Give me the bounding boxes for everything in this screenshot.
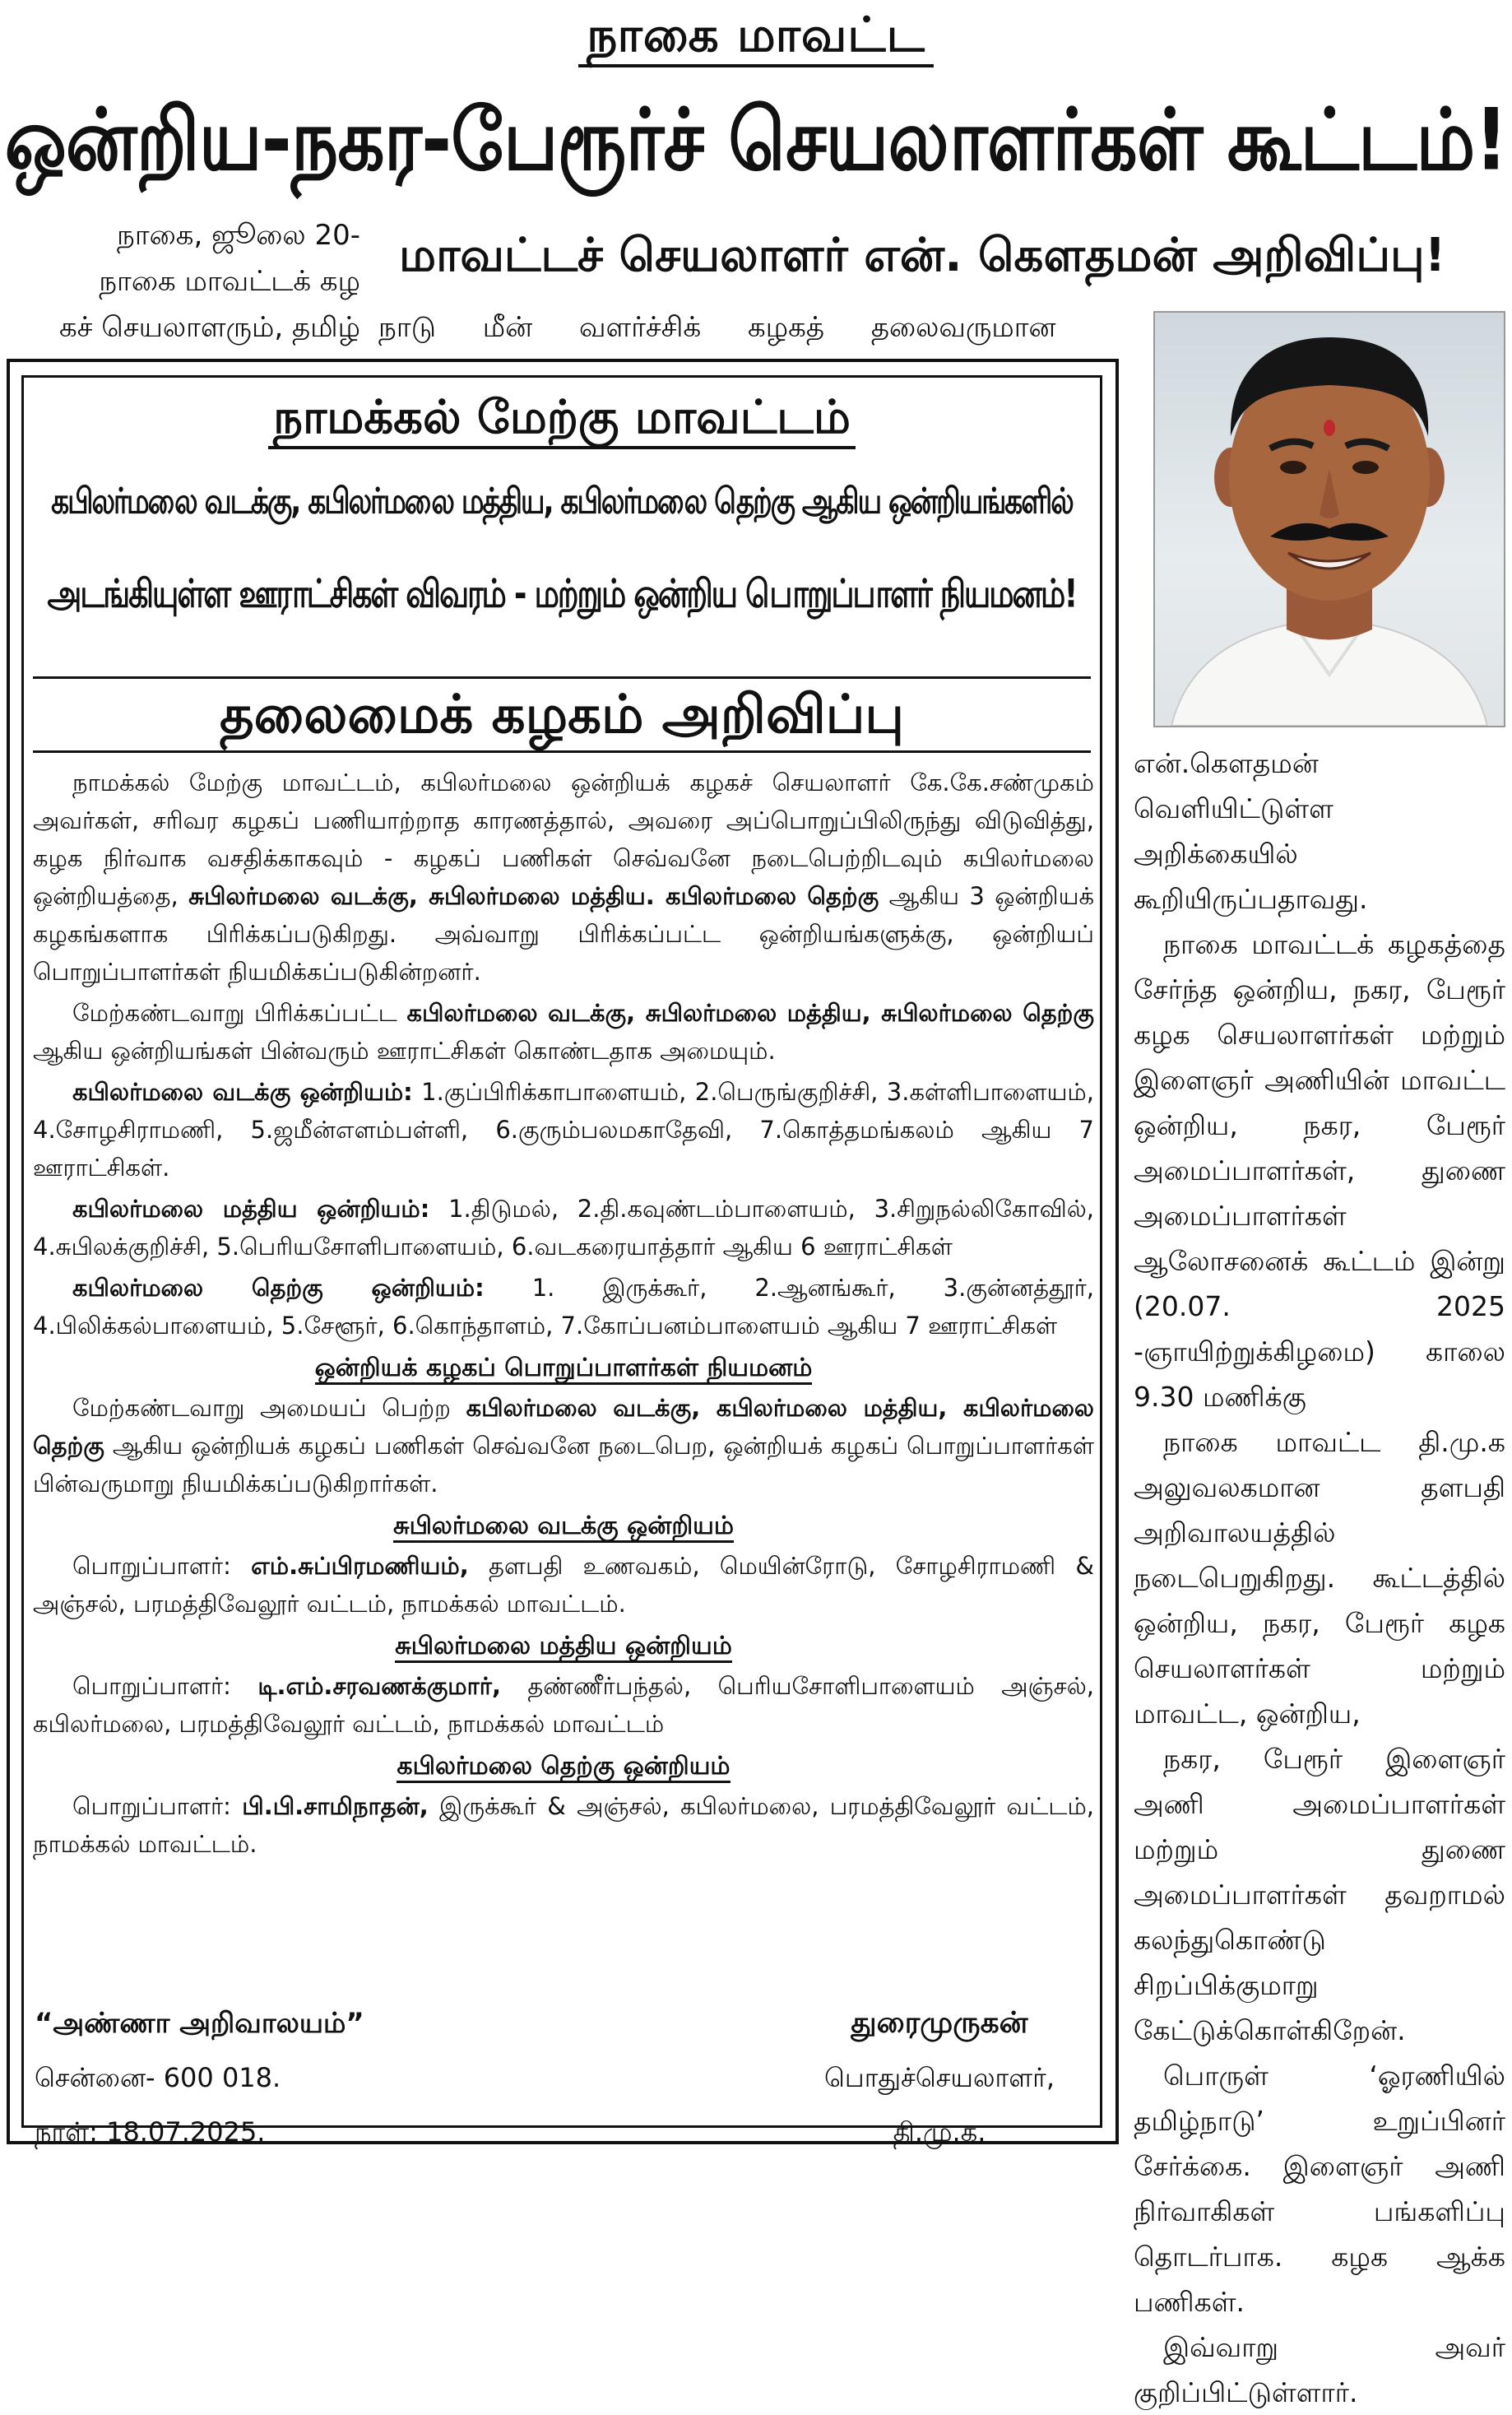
article-column <box>1134 741 1505 2415</box>
signatory-party: தி.மு.க. <box>893 2116 986 2148</box>
text: 1. இருக்கூர், 2.ஆனங்கூர், 3.குன்னத்தூர், 4.பிலிக்கல்பாளையம், 5.சேளூர், 6.கொந்தாளம், 7.கோப்பனம்பாளையம் ஆகிய 7 ஊராட்சிகள் <box>33 1274 1094 1340</box>
section-heading-text: சுபிலர்மலை வடக்கு ஒன்றியம் <box>393 1512 734 1543</box>
paragraph: நாகை மாவட்ட தி.மு.க அலுவலகமான தளபதி அறிவாலயத்தில் நடைபெறுகிறது. கூட்டத்தில் ஒன்றிய, நகர, பேரூர் கழக செயலாளர்கள் மற்றும் மாவட்ட, ஒன்றிய, <box>1134 1426 1505 1730</box>
text: மேற்கண்டவாறு அமையப் பெற்ற <box>72 1394 451 1422</box>
paragraph <box>33 1269 1094 1345</box>
dateline <box>7 212 360 351</box>
signatory-title: பொதுச்செயலாளர், <box>823 2062 1055 2093</box>
notice-body <box>33 764 1094 1866</box>
text: ஆகிய ஒன்றியக் கழகப் பணிகள் செவ்வனே நடைபெற, ஒன்றியக் கழகப் பொறுப்பாளர்கள் பின்வருமாறு நியமிக்கப்படுகிறார்கள். <box>33 1432 1095 1498</box>
paragraph <box>33 1787 1094 1863</box>
text: தண்ணீர்பந்தல், பெரியசோளிபாளையம் அஞ்சல், கபிலர்மலை, பரமத்திவேலூர் வட்டம், நாமக்கல் மாவட்டம் <box>33 1672 1095 1738</box>
signature-venue-block <box>35 1996 364 2159</box>
bold-text: டி.எம்.சரவணக்குமார், <box>257 1672 501 1700</box>
text: ஆகிய 3 ஒன்றியக் கழகங்களாக பிரிக்கப்படுகிறது. அவ்வாறு பிரிக்கப்பட்ட ஒன்றியங்களுக்கு, ஒன்றியப் பொறுப்பாளர்கள் நியமிக்கப்படுகின்றனர். <box>33 882 1095 986</box>
section-heading <box>33 1507 1094 1545</box>
bold-text: கபிலர்மலை வடக்கு, கபிலர்மலை மத்திய, கபிலர்மலை தெற்கு <box>33 1394 1094 1460</box>
intro-word: வளர்ச்சிக் <box>579 311 702 344</box>
section-heading-text: கபிலர்மலை தெற்கு ஒன்றியம் <box>397 1752 730 1783</box>
paragraph: என்.கௌதமன் வெளியிட்டுள்ள அறிக்கையில் கூறியிருப்பதாவது. <box>1134 747 1368 915</box>
text: 1.திடுமல், 2.தி.கவுண்டம்பாளையம், 3.சிறுநல்லிகோவில், 4.சுபிலக்குறிச்சி, 5.பெரியசோளிபாளையம், 6.வடகரையாத்தார் ஆகிய 6 ஊராட்சிகள் <box>33 1195 1094 1261</box>
notice-headline-1: கபிலர்மலை வடக்கு, கபிலர்மலை மத்திய, கபிலர்மலை தெற்கு ஆகிய ஒன்றியங்களில் <box>51 481 1073 522</box>
section-heading <box>33 1349 1094 1387</box>
divider <box>33 750 1091 753</box>
bold-text: சுபிலர்மலை வடக்கு, சுபிலர்மலை மத்திய. கபிலர்மலை தெற்கு <box>188 882 879 910</box>
paragraph <box>33 1389 1094 1502</box>
paragraph <box>33 1547 1094 1623</box>
paragraph <box>33 1073 1094 1187</box>
text: இருக்கூர் & அஞ்சல், கபிலர்மலை, பரமத்திவேலூர் வட்டம், நாமக்கல் மாவட்டம். <box>33 1792 1094 1858</box>
paragraph <box>33 764 1094 991</box>
paragraph <box>33 994 1094 1070</box>
portrait-photo <box>1153 311 1505 727</box>
intro-word: கழகத் <box>748 311 825 344</box>
text: பொறுப்பாளர்: <box>72 1672 231 1700</box>
paragraph <box>33 1190 1094 1266</box>
dateline-line: கச் செயலாளரும், தமிழ் <box>59 311 360 344</box>
section-heading <box>33 1628 1094 1665</box>
paragraph: பொருள் ‘ஓரணியில் தமிழ்நாடு’ உறுப்பினர் சேர்க்கை. இளைஞர் அணி நிர்வாகிகள் பங்களிப்பு தொடர்பாக. கழக ஆக்க பணிகள். <box>1134 2060 1505 2318</box>
headline: ஒன்றிய-நகர-பேரூர்ச் செயலாளர்கள் கூட்டம்! <box>4 91 1508 190</box>
text: மேற்கண்டவாறு பிரிக்கப்பட்ட <box>72 999 397 1027</box>
district-label: நாகை மாவட்ட <box>578 7 934 67</box>
portrait-illustration <box>1155 313 1504 726</box>
intro-continuation <box>378 311 1135 347</box>
section-heading-text: ஒன்றியக் கழகப் பொறுப்பாளர்கள் நியமனம் <box>315 1354 813 1385</box>
text: 1.குப்பிரிக்காபாளையம், 2.பெருங்குறிச்சி, 3.கள்ளிபாளையம், 4.சோழசிராமணி, 5.ஜமீன்எளம்பள்ளி, 6.குரும்பலமகாதேவி, 7.கொத்தமங்கலம் ஆகிய 7 ஊராட்சிகள். <box>33 1078 1094 1182</box>
dateline-line: நாகை, ஜூலை 20- <box>117 219 360 252</box>
text: பொறுப்பாளர்: <box>72 1552 231 1580</box>
dateline-line: நாகை மாவட்டக் கழ <box>99 265 360 298</box>
intro-word: மீன் <box>482 311 533 344</box>
venue-name: “அண்ணா அறிவாலயம்” <box>35 2007 364 2040</box>
section-heading <box>33 1748 1094 1786</box>
notice-announcement: தலைமைக் கழகம் அறிவிப்பு <box>219 685 905 745</box>
text: நாமக்கல் மேற்கு மாவட்டம், கபிலர்மலை ஒன்றியக் கழகச் செயலாளர் கே.கே.சண்முகம் அவர்கள், சரிவர கழகப் பணியாற்றாத காரணத்தால், அவரை அப்பொறுப்பிலிருந்து விடுவித்து, கழக நிர்வாக வசதிக்காகவும் - கழகப் பணிகள் செவ்வனே நடைபெற்றிடவும் கபிலர்மலை ஒன்றியத்தை, <box>33 769 1094 910</box>
notice-date: நாள்: 18.07.2025. <box>35 2116 266 2148</box>
paragraph <box>33 1667 1094 1743</box>
divider <box>33 676 1091 679</box>
section-heading-text: சுபிலர்மலை மத்திய ஒன்றியம் <box>395 1632 732 1663</box>
venue-city: சென்னை- 600 018. <box>35 2062 281 2093</box>
text: பொறுப்பாளர்: <box>72 1792 231 1820</box>
paragraph: இவ்வாறு அவர் குறிப்பிட்டுள்ளார். <box>1134 2331 1505 2408</box>
notice-district-label: நாமக்கல் மேற்கு மாவட்டம் <box>268 391 856 449</box>
intro-word: தலைவருமான <box>870 311 1056 344</box>
text: தளபதி உணவகம், மெயின்ரோடு, சோழசிராமணி & அஞ்சல், பரமத்திவேலூர் வட்டம், நாமக்கல் மாவட்டம். <box>33 1552 1094 1618</box>
district-heading <box>0 7 1512 69</box>
text: ஆகிய ஒன்றியங்கள் பின்வரும் ஊராட்சிகள் கொண்டதாக அமையும். <box>33 1037 776 1065</box>
intro-word: நாடு <box>378 311 436 344</box>
signature-block <box>800 1996 1079 2159</box>
bold-text: எம்.சுப்பிரமணியம், <box>251 1552 469 1580</box>
notice-district-title <box>21 391 1102 450</box>
bold-text: கபிலர்மலை வடக்கு ஒன்றியம்: <box>72 1078 413 1106</box>
notice-headline-2: அடங்கியுள்ள ஊராட்சிகள் விவரம் - மற்றும் ஒன்றிய பொறுப்பாளர் நியமனம்! <box>47 570 1077 616</box>
signatory-name: துரைமுருகன் <box>851 2006 1028 2040</box>
bold-text: கபிலர்மலை தெற்கு ஒன்றியம்: <box>72 1274 485 1302</box>
subhead: மாவட்டச் செயலாளர் என். கௌதமன் அறிவிப்பு! <box>399 229 1446 282</box>
bold-text: கபிலர்மலை மத்திய ஒன்றியம்: <box>72 1195 430 1223</box>
bold-text: கபிலர்மலை வடக்கு, சுபிலர்மலை மத்திய, சுபிலர்மலை தெற்கு <box>406 999 1095 1027</box>
paragraph: நாகை மாவட்டக் கழகத்தை சேர்ந்த ஒன்றிய, நகர, பேரூர் கழக செயலாளர்கள் மற்றும் இளைஞர் அணியின் மாவட்ட ஒன்றிய, நகர, பேரூர் அமைப்பாளர்கள், துணை அமைப்பாளர்கள் ஆலோசனைக் கூட்டம் இன்று (20.07. 2025 -ஞாயிற்றுக்கிழமை) காலை 9.30 மணிக்கு <box>1134 928 1505 1413</box>
paragraph: நகர, பேரூர் இளைஞர் அணி அமைப்பாளர்கள் மற்றும் துணை அமைப்பாளர்கள் தவறாமல் கலந்துகொண்டு சிறப்பிக்குமாறு கேட்டுக்கொள்கிறேன். <box>1134 1743 1505 2046</box>
bold-text: பி.பி.சாமிநாதன், <box>242 1792 429 1820</box>
